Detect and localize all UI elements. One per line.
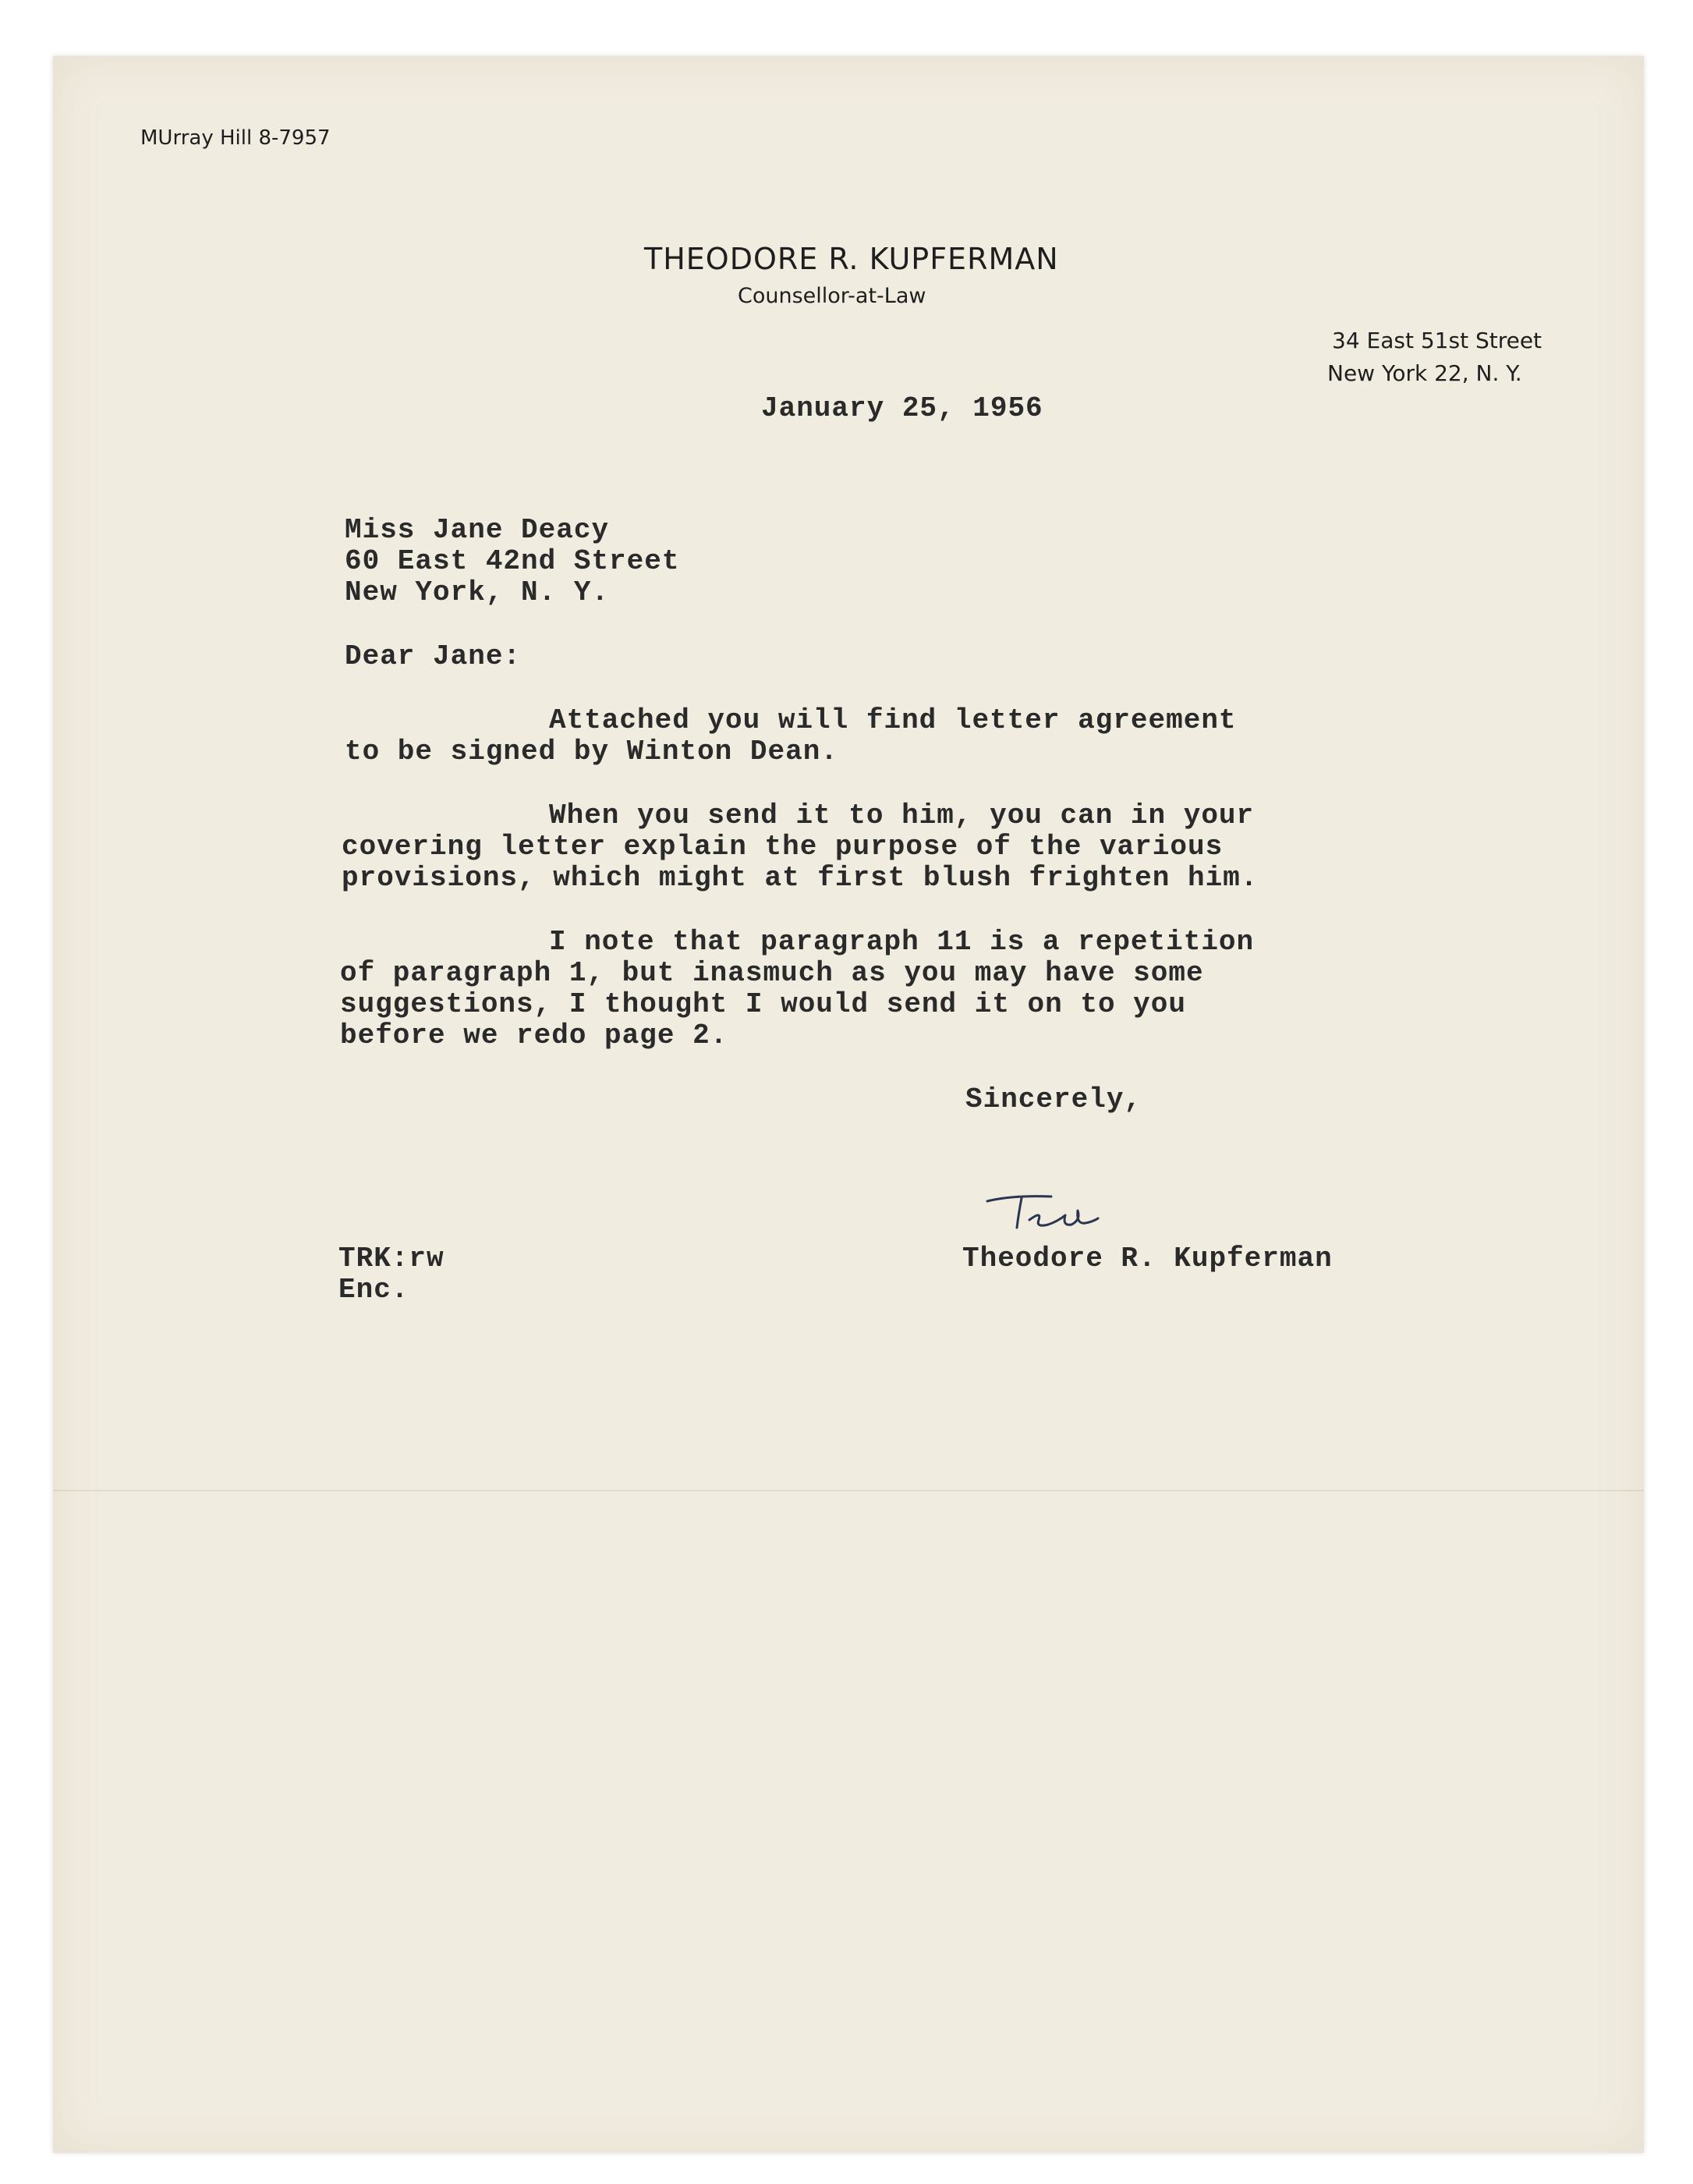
closing: Sincerely, — [965, 1083, 1142, 1115]
handwritten-signature — [981, 1179, 1137, 1242]
paragraph1-line1: Attached you will find letter agreement — [549, 704, 1237, 736]
paragraph3-line4: before we redo page 2. — [340, 1019, 728, 1051]
signer-name: Theodore R. Kupferman — [962, 1243, 1333, 1275]
letterhead-title: Counsellor-at-Law — [738, 284, 926, 308]
paragraph1-line2: to be signed by Winton Dean. — [345, 736, 838, 768]
letterhead-phone: MUrray Hill 8-7957 — [140, 126, 331, 150]
paragraph2-line3: provisions, which might at first blush frighten him. — [342, 862, 1259, 894]
paragraph3-line2: of paragraph 1, but inasmuch as you may have some — [340, 957, 1204, 989]
letterhead-address-city: New York 22, N. Y. — [1327, 360, 1522, 386]
recipient-city: New York, N. Y. — [345, 576, 610, 608]
letter-page — [53, 56, 1644, 2153]
letterhead-name: THEODORE R. KUPFERMAN — [644, 242, 1059, 276]
recipient-name: Miss Jane Deacy — [345, 514, 610, 546]
letterhead-address-street: 34 East 51st Street — [1332, 328, 1542, 353]
enclosure-note: Enc. — [338, 1274, 409, 1306]
paper-fold-line — [53, 1490, 1644, 1491]
letter-date: January 25, 1956 — [761, 392, 1043, 424]
recipient-street: 60 East 42nd Street — [345, 545, 680, 577]
salutation: Dear Jane: — [345, 640, 522, 672]
paragraph2-line2: covering letter explain the purpose of the various — [342, 831, 1224, 863]
paragraph2-line1: When you send it to him, you can in your — [549, 800, 1255, 831]
typist-initials: TRK:rw — [338, 1243, 445, 1275]
paragraph3-line1: I note that paragraph 11 is a repetition — [549, 926, 1255, 958]
paragraph3-line3: suggestions, I thought I would send it on to you — [340, 988, 1186, 1020]
